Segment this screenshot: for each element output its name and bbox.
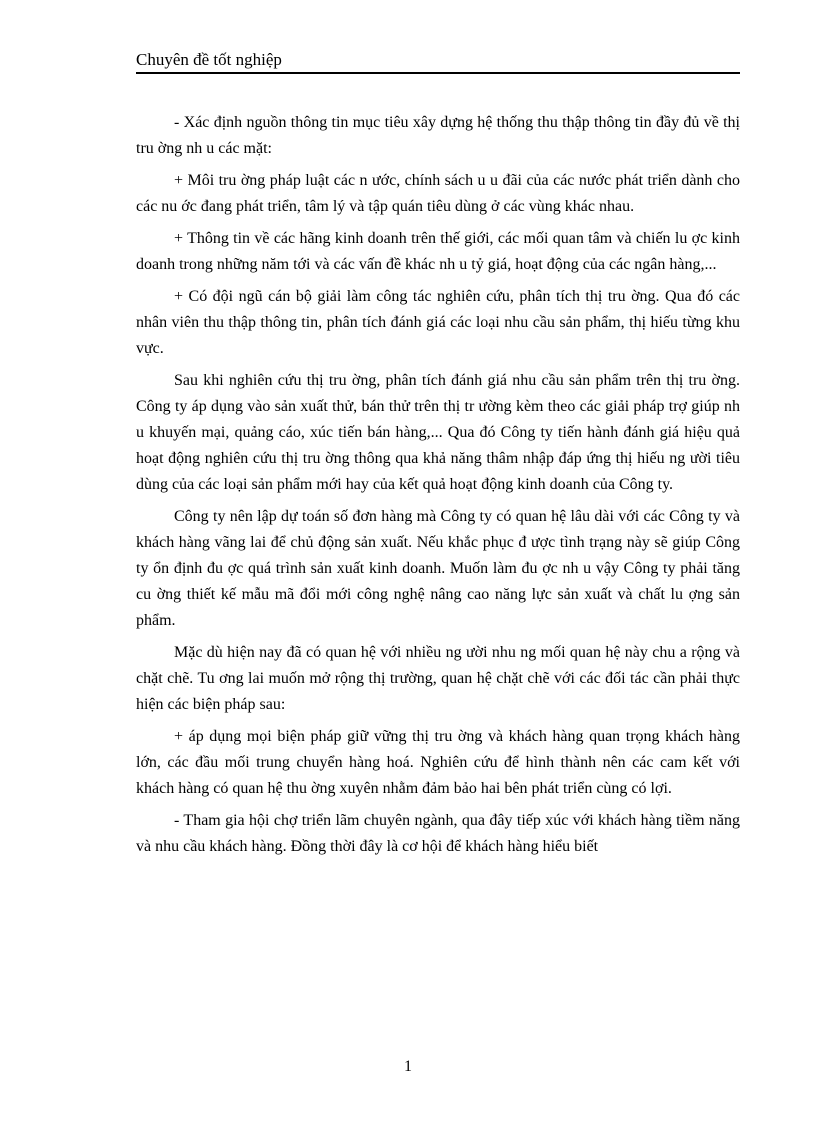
header-title: Chuyên đề tốt nghiệp (136, 50, 282, 69)
paragraph: + áp dụng mọi biện pháp giữ vững thị tru ờng và khách hàng quan trọng khách hàng lớn, các đầu mối trung chuyển hàng hoá. Nghiên cứu để hình thành nên các cam kết với khách hàng có quan hệ thu ờng xuyên nhằm đảm bảo hai bên phát triển cùng có lợi. (136, 728, 740, 797)
paragraph: - Xác định nguồn thông tin mục tiêu xây dựng hệ thống thu thập thông tin đầy đủ về thị tru ờng nh u các mặt: (136, 114, 740, 157)
paragraph: Công ty nên lập dự toán số đơn hàng mà Công ty có quan hệ lâu dài với các Công ty và khách hàng vãng lai để chủ động sản xuất. Nếu khắc phục đ ược tình trạng này sẽ giúp Công ty ổn định đu ợc quá trình sản xuất kinh doanh. Muốn làm đu ợc nh u vậy Công ty phải tăng cu ờng thiết kế mẫu mã đổi mới công nghệ nâng cao năng lực sản xuất và chất lu ợng sản phẩm. (136, 508, 740, 629)
paragraph: + Có đội ngũ cán bộ giải làm công tác nghiên cứu, phân tích thị tru ờng. Qua đó các nhân viên thu thập thông tin, phân tích đánh giá các loại nhu cầu sản phẩm, thị hiếu từng khu vực. (136, 288, 740, 357)
paragraph: Mặc dù hiện nay đã có quan hệ với nhiều ng ười nhu ng mối quan hệ này chu a rộng và chặt chẽ. Tu ơng lai muốn mở rộng thị trường, quan hệ chặt chẽ với các đối tác cần phải thực hiện các biện pháp sau: (136, 644, 740, 713)
paragraph: - Tham gia hội chợ triển lãm chuyên ngành, qua đây tiếp xúc với khách hàng tiềm năng và nhu cầu khách hàng. Đồng thời đây là cơ hội để khách hàng hiểu biết (136, 812, 740, 855)
page-number: 1 (404, 1058, 412, 1075)
paragraph: + Môi tru ờng pháp luật các n ước, chính sách u u đãi của các nước phát triển dành cho các nu ớc đang phát triển, tâm lý và tập quán tiêu dùng ở các vùng khác nhau. (136, 172, 740, 215)
paragraph: Sau khi nghiên cứu thị tru ờng, phân tích đánh giá nhu cầu sản phẩm trên thị tru ờng. Công ty áp dụng vào sản xuất thử, bán thử trên thị tr ường kèm theo các giải pháp trợ giúp nh u khuyến mại, quảng cáo, xúc tiến bán hàng,... Qua đó Công ty tiến hành đánh giá hiệu quả hoạt động nghiên cứu thị tru ờng thông qua khả năng thâm nhập đáp ứng thị hiếu ng ười tiêu dùng của các loại sản phẩm mới hay của kết quả hoạt động kinh doanh của Công ty. (136, 372, 740, 493)
document-body (136, 110, 740, 866)
paragraph: + Thông tin về các hãng kinh doanh trên thế giới, các mối quan tâm và chiến lu ợc kinh doanh trong những năm tới và các vấn đề khác nh u tỷ giá, hoạt động của các ngân hàng,... (136, 230, 740, 273)
page-header (136, 50, 740, 74)
